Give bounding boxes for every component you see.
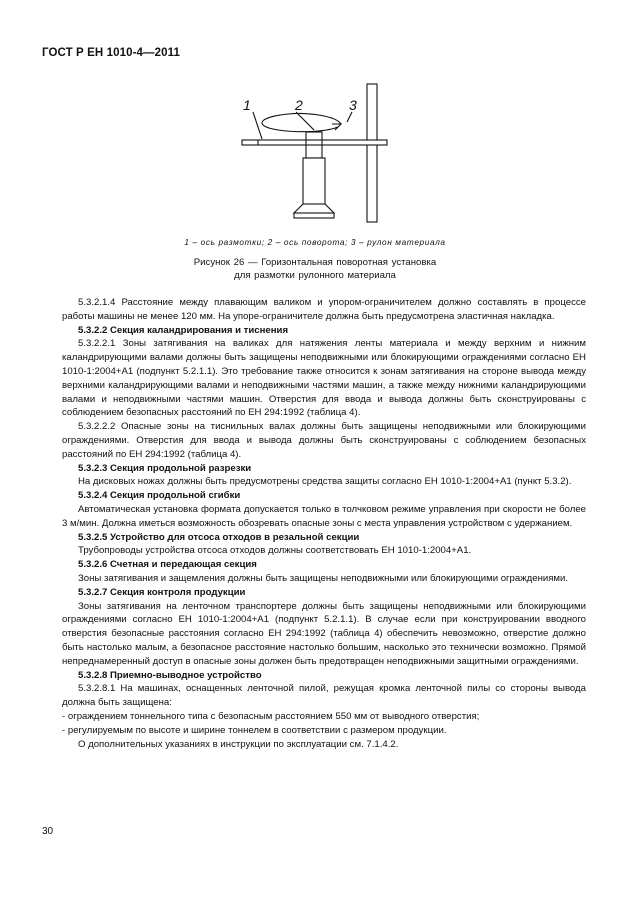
material-roll bbox=[367, 84, 377, 222]
paragraph: Автоматическая установка формата допускается только в толчковом режиме управления при скорости не более 3 м/мин. Должна иметься возможность обозревать опасные зоны с места управления устройством с удержанием. bbox=[62, 503, 586, 529]
list-item: - регулируемым по высоте и ширине тоннелем в соответствии с размером продукции. bbox=[62, 724, 447, 736]
section-heading: 5.3.2.8 Приемно-выводное устройство bbox=[78, 669, 262, 681]
callout-3: 3 bbox=[349, 97, 357, 113]
paragraph: Зоны затягивания и защемления должны быть защищены неподвижными или блокирующими ограждениями. bbox=[78, 572, 569, 584]
section-heading: 5.3.2.3 Секция продольной разрезки bbox=[78, 462, 252, 474]
figure-legend: 1 – ось размотки; 2 – ось поворота; 3 – рулон материала bbox=[184, 237, 446, 247]
callout-1: 1 bbox=[243, 97, 251, 113]
document-body bbox=[62, 296, 586, 751]
document-header: ГОСТ Р ЕН 1010-4—2011 bbox=[42, 47, 180, 59]
section-heading: 5.3.2.6 Счетная и передающая секция bbox=[78, 559, 257, 571]
callout-2: 2 bbox=[295, 97, 303, 113]
caption-line-1: Рисунок 26 — Горизонтальная поворотная установка bbox=[193, 257, 437, 268]
section-heading: 5.3.2.7 Секция контроля продукции bbox=[78, 586, 246, 598]
page-number: 30 bbox=[42, 826, 54, 837]
section-heading: 5.3.2.2 Секция каландрирования и тиснения bbox=[78, 324, 289, 336]
paragraph: На дисковых ножах должны быть предусмотрены средства защиты согласно ЕН 1010-1:2004+A1 (пункт 5.3.2). bbox=[78, 476, 572, 488]
paragraph: 5.3.2.1.4 Расстояние между плавающим валиком и упором-ограничителем должно составлять в процессе работы машины не менее 120 мм. На упоре-ограничителе должна быть предусмотрена эластичная накладка. bbox=[62, 297, 586, 322]
section-heading: 5.3.2.4 Секция продольной сгибки bbox=[78, 490, 241, 502]
paragraph: Зоны затягивания на ленточном транспортере должны быть защищены неподвижными или блокирующими ограждениями согласно ЕН 1010-1:2004+A1 (подпункт 5.2.1.1). В случае если при конструировании вводного отверстия безопасные расстояния согласно ЕН 294:1992 (таблица 4) обеспечить невозможно, отверстие должно быть настолько малым, а безопасное расстояние настолько большим, насколько это технически возможно. Прямой непреднамеренный доступ в опасные зоны должен быть предотвращен неподвижными защитными ограждениями. bbox=[62, 600, 586, 667]
paragraph: 5.3.2.2.2 Опасные зоны на тиснильных валах должны быть защищены неподвижными или блокирующими ограждениями. Отверстия для ввода и вывода должны быть сконструированы с соблюдением безопасных расстояний по ЕН 294:1992 (таблица 4). bbox=[62, 421, 586, 460]
caption-line-2: для размотки рулонного материала bbox=[234, 269, 396, 281]
paragraph: 5.3.2.2.1 Зоны затягивания на валиках для натяжения ленты материала и между верхним и нижним каландрирующими валами должны быть защищены неподвижными или блокирующими ограждениями согласно ЕН 1010-1:2004+A1 (подпункт 5.2.1.1). Это требование также относится к зонам затягивания на стороне вывода между верхними каландрирующими валами и неподвижными частями машин, а также между нижними каландрирующими валами и неподвижными частями машин. Отверстия для ввода и вывода должны быть сконструированы с соблюдением безопасных расстояний по ЕН 294:1992 (таблица 4). bbox=[62, 338, 586, 419]
rotation-arrow bbox=[262, 113, 341, 131]
list-item: - ограждением тоннельного типа с безопасным расстоянием 550 мм от выводного отверстия; bbox=[62, 710, 480, 722]
figure-unwinding-unit bbox=[228, 72, 418, 232]
section-heading: 5.3.2.5 Устройство для отсоса отходов в резальной секции bbox=[78, 531, 360, 543]
paragraph: О дополнительных указаниях в инструкции по эксплуатации см. 7.1.4.2. bbox=[78, 738, 399, 750]
paragraph: 5.3.2.8.1 На машинах, оснащенных ленточной пилой, режущая кромка ленточной пилы со стороны вывода должна быть защищена: bbox=[62, 683, 586, 709]
figure-caption bbox=[0, 257, 630, 282]
paragraph: Трубопроводы устройства отсоса отходов должны соответствовать ЕН 1010-1:2004+A1. bbox=[78, 545, 472, 557]
